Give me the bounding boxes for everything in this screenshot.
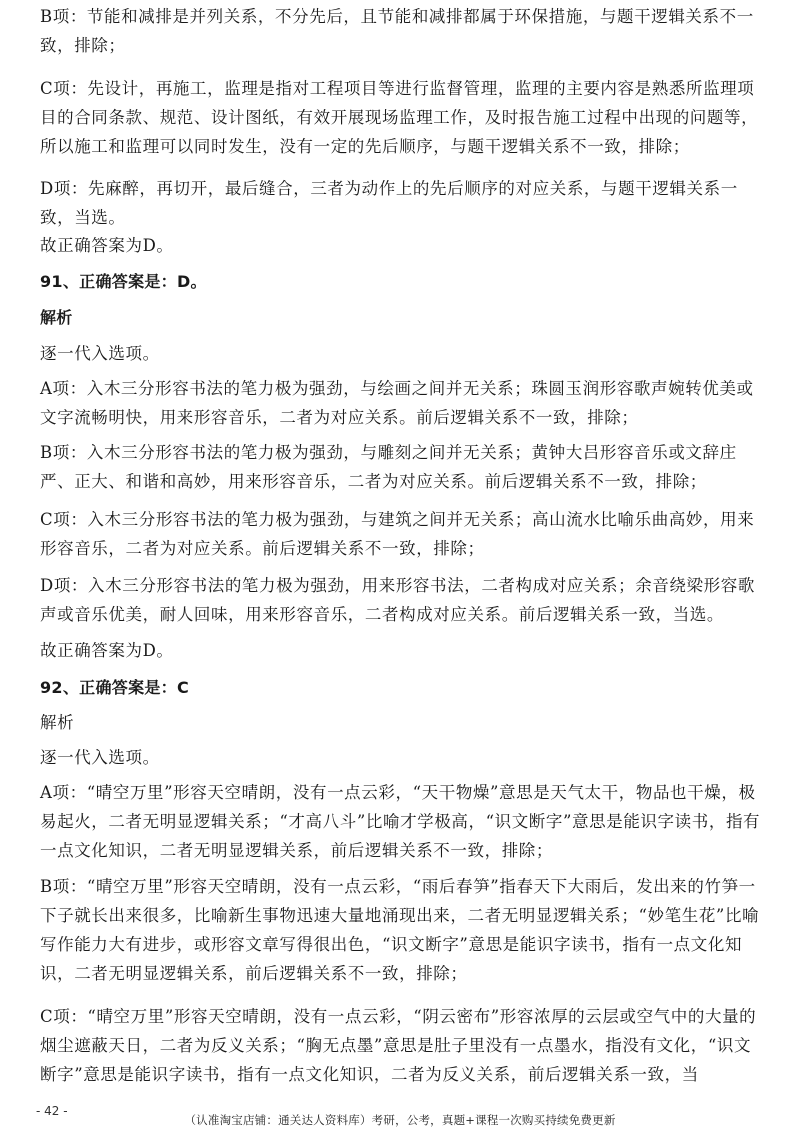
q91-option-b: B项：入木三分形容书法的笔力极为强劲，与雕刻之间并无关系；黄钟大吕形容音乐或文辞庄严、正大、和谐和高妙，用来形容音乐，二者为对应关系。前后逻辑关系不一致，排除； — [40, 443, 737, 491]
footer-note: （认准淘宝店铺：通关达人资料库）考研，公考，真题+课程一次购买持续免费更新 — [184, 1113, 616, 1127]
q92-option-c: C项：“晴空万里”形容天空晴朗，没有一点云彩，“阴云密布”形容浓厚的云层或空气中的大量的烟尘遮蔽天日，二者为反义关系；“胸无点墨”意思是肚子里没有一点墨水，指没有文化，“识文断字”意思是能识字读书，指有一点文化知识，二者为反义关系，前后逻辑关系一致，当 — [40, 1007, 757, 1084]
q92-option-a: A项：“晴空万里”形容天空晴朗，没有一点云彩，“天干物燥”意思是天气太干，物品也干燥，极易起火，二者无明显逻辑关系；“才高八斗”比喻才学极高，“识文断字”意思是能识字读书，指有一点文化知识，二者无明显逻辑关系，前后逻辑关系不一致，排除； — [40, 783, 761, 860]
q91-option-a: A项：入木三分形容书法的笔力极为强劲，与绘画之间并无关系；珠圆玉润形容歌声婉转优美或文字流畅明快，用来形容音乐，二者为对应关系。前后逻辑关系不一致，排除； — [40, 379, 754, 427]
q91-intro: 逐一代入选项。 — [40, 344, 160, 363]
q90-option-d: D项：先麻醉，再切开，最后缝合，三者为动作上的先后顺序的对应关系，与题干逻辑关系一致，当选。 — [40, 179, 738, 227]
q90-conclusion: 故正确答案为D。 — [40, 236, 174, 255]
q90-option-c: C项：先设计，再施工，监理是指对工程项目等进行监督管理，监理的主要内容是熟悉所监理项目的合同条款、规范、设计图纸，有效开展现场监理工作，及时报告施工过程中出现的问题等，所以施工和监理可以同时发生，没有一定的先后顺序，与题干逻辑关系不一致，排除； — [40, 79, 759, 156]
q92-option-b: B项：“晴空万里”形容天空晴朗，没有一点云彩，“雨后春笋”指春天下大雨后，发出来的竹笋一下子就长出来很多，比喻新生事物迅速大量地涌现出来，二者无明显逻辑关系；“妙笔生花”比喻写作能力大有进步，或形容文章写得很出色，“识文断字”意思是能识字读书，指有一点文化知识，二者无明显逻辑关系，前后逻辑关系不一致，排除； — [40, 877, 760, 983]
q92-heading: 92、正确答案是：C — [40, 678, 190, 697]
page-number: - 42 - — [36, 1104, 68, 1118]
q92-analysis-label: 解析 — [40, 713, 75, 732]
q91-conclusion: 故正确答案为D。 — [40, 641, 174, 660]
q91-analysis-label: 解析 — [40, 308, 73, 327]
q90-option-b: B项：节能和减排是并列关系，不分先后，且节能和减排都属于环保措施，与题干逻辑关系不一致，排除； — [40, 7, 754, 55]
q91-option-d: D项：入木三分形容书法的笔力极为强劲，用来形容书法，二者构成对应关系；余音绕梁形容歌声或音乐优美，耐人回味，用来形容音乐，二者构成对应关系。前后逻辑关系一致，当选。 — [40, 576, 755, 624]
q91-option-c: C项：入木三分形容书法的笔力极为强劲，与建筑之间并无关系；高山流水比喻乐曲高妙，用来形容音乐，二者为对应关系。前后逻辑关系不一致，排除； — [40, 510, 755, 558]
q91-heading: 91、正确答案是：D。 — [40, 272, 207, 291]
q92-intro: 逐一代入选项。 — [40, 748, 160, 767]
